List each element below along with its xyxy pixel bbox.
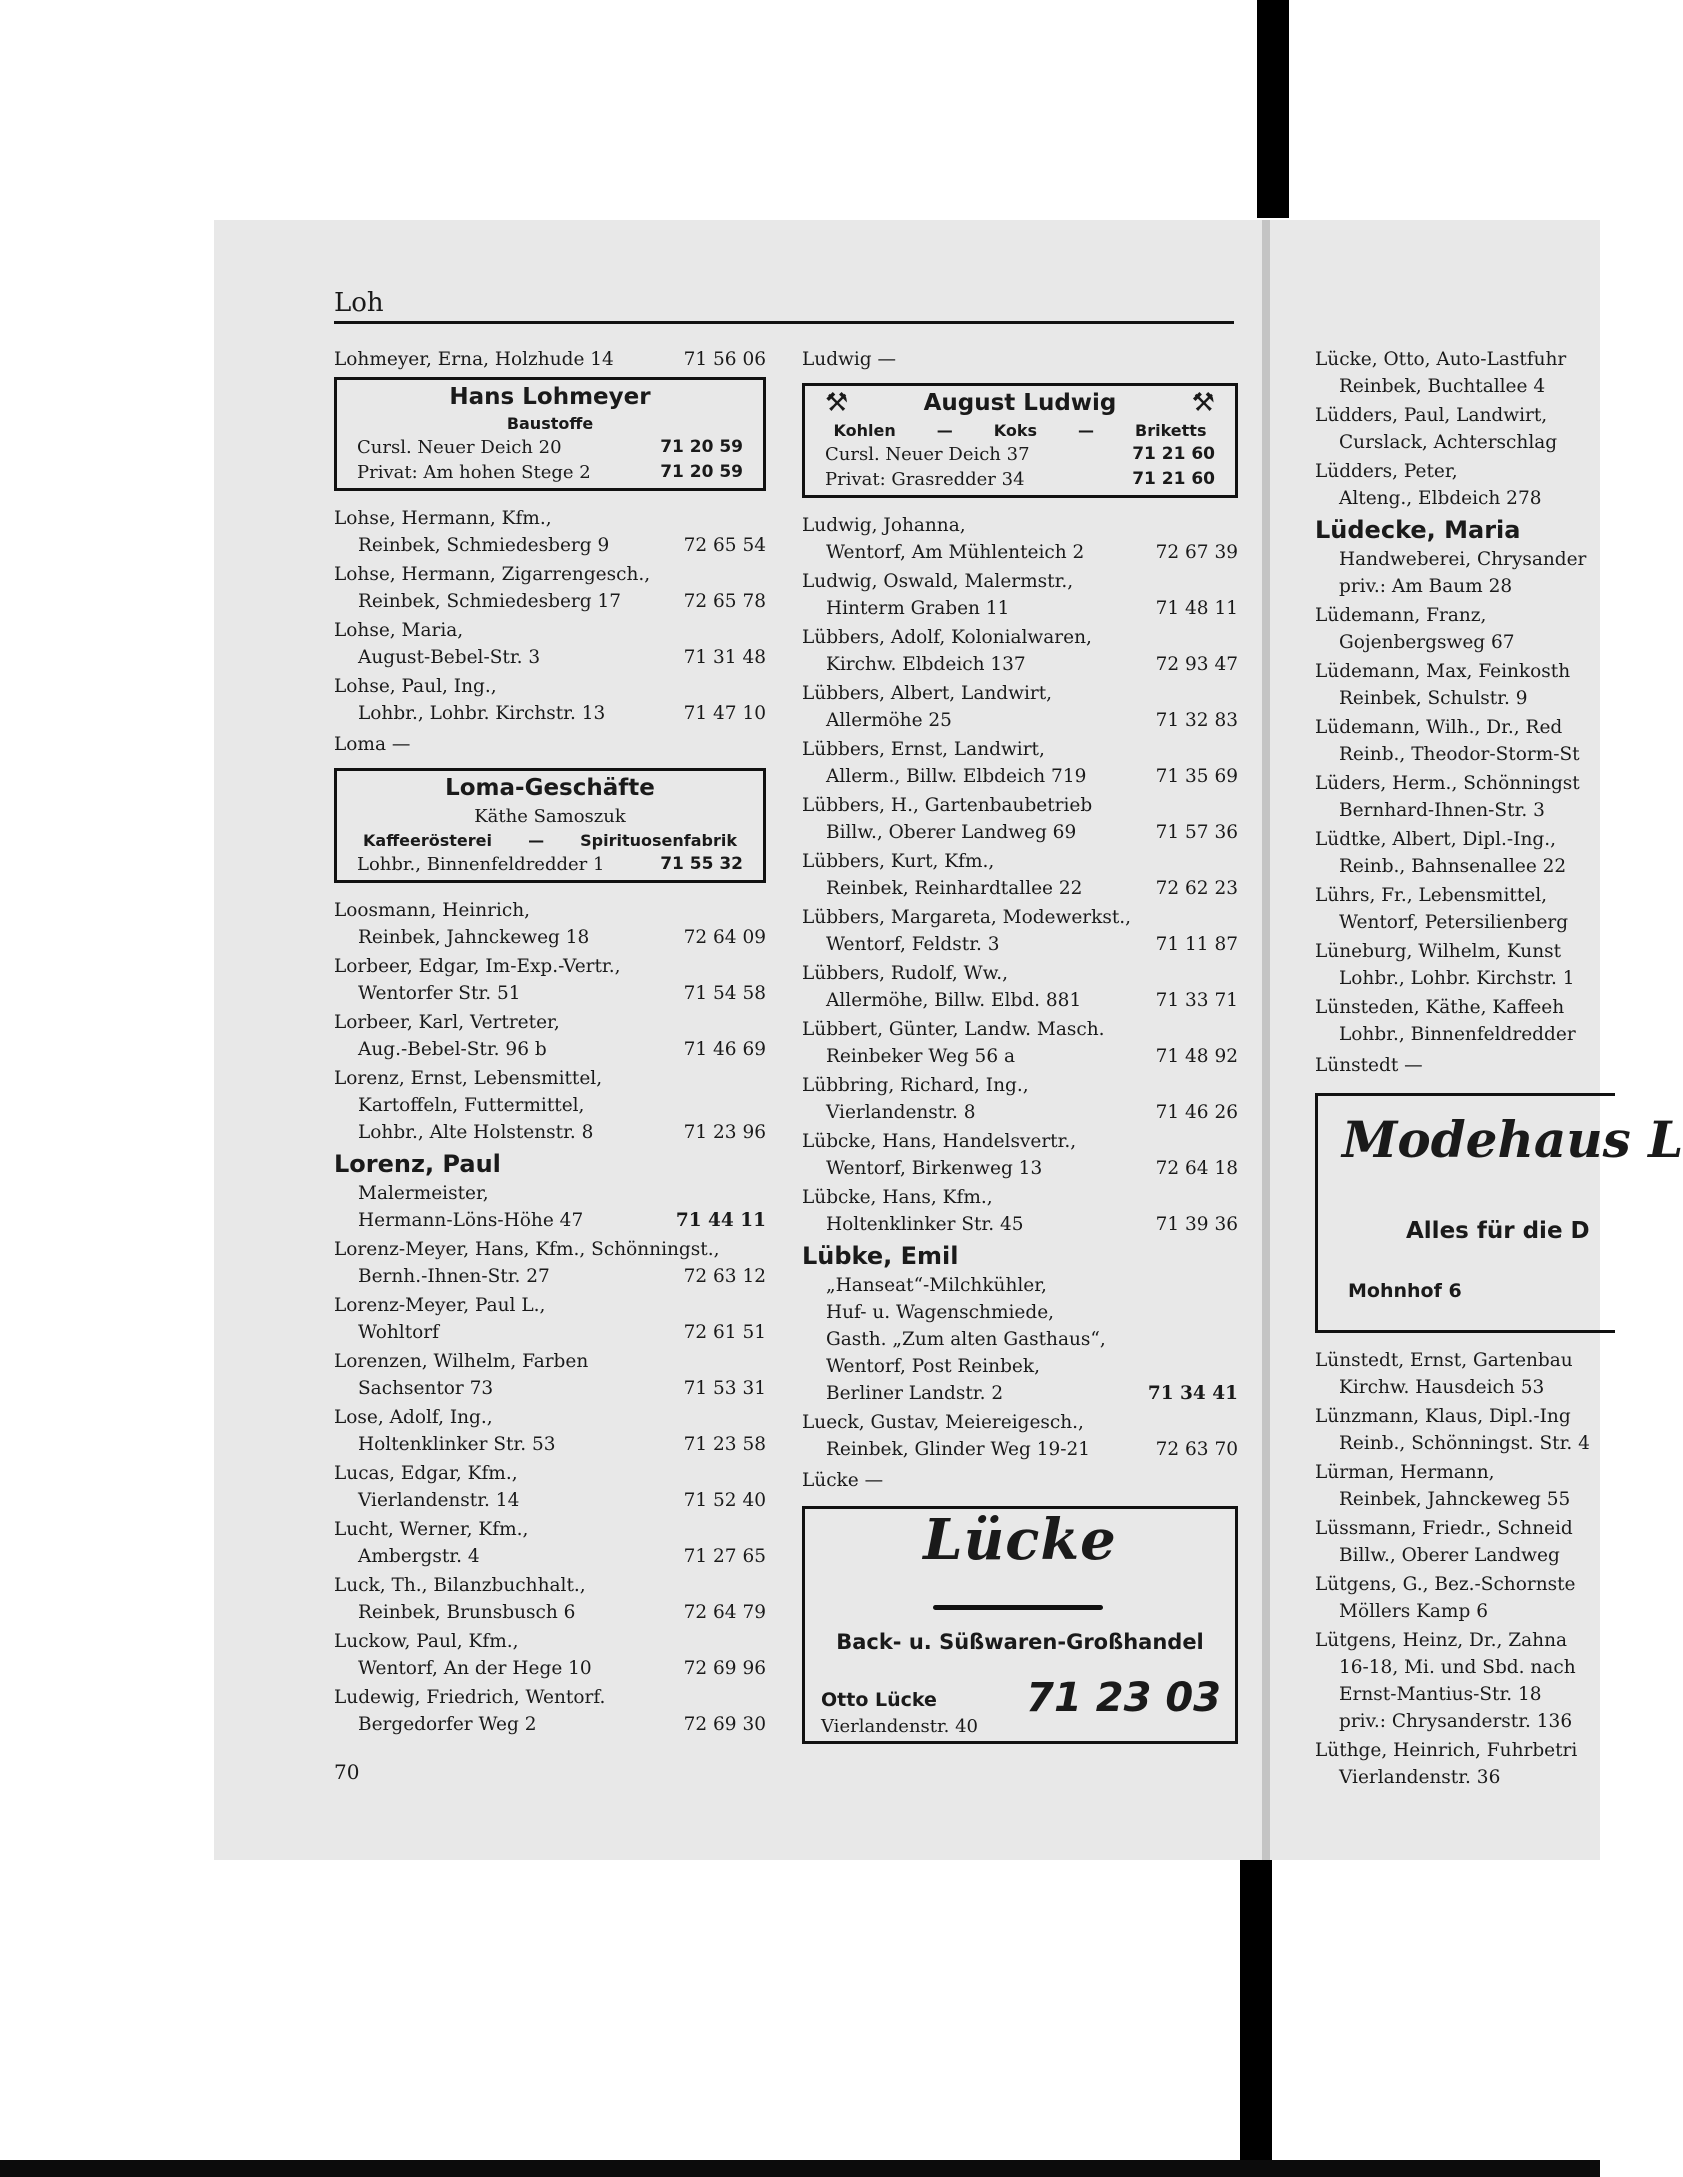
scan-bottom-edge <box>0 2160 1600 2177</box>
directory-entry: Lohmeyer, Erna, Holzhude 14 71 56 06 <box>334 346 766 373</box>
cross-reference: Lücke — <box>802 1470 884 1491</box>
directory-entry: Lueck, Gustav, Meiereigesch., Reinbek, Glinder Weg 19-21 72 63 70 <box>802 1409 1238 1463</box>
page-header: Loh <box>334 288 384 318</box>
directory-entry: Lübbring, Richard, Ing., Vierlandenstr. 8 71 46 26 <box>802 1072 1238 1126</box>
directory-entry: Lohse, Hermann, Kfm., Reinbek, Schmiedesberg 9 72 65 54 <box>334 505 766 559</box>
ad-box-luecke <box>802 1506 1238 1744</box>
ad-business-lines: Kaffeerösterei — Spirituosenfabrik <box>363 831 737 850</box>
ad-address: Mohnhof 6 <box>1348 1280 1462 1302</box>
cross-reference: Loma — <box>334 734 411 755</box>
phone-number: 72 93 47 <box>1150 651 1238 678</box>
directory-entry: Ludwig, Johanna, Wentorf, Am Mühlenteich 2 72 67 39 <box>802 512 1238 566</box>
directory-entry: Lorenz, Ernst, Lebensmittel, Kartoffeln, Futtermittel, Lohbr., Alte Holstenstr. 8 71 23 96 <box>334 1065 766 1146</box>
directory-entry: Lübbers, Rudolf, Ww., Allermöhe, Billw. Elbd. 881 71 33 71 <box>802 960 1238 1014</box>
directory-entry: Lohse, Paul, Ing., Lohbr., Lohbr. Kirchstr. 13 71 47 10 <box>334 673 766 727</box>
directory-entry: Lübcke, Hans, Handelsvertr., Wentorf, Birkenweg 13 72 64 18 <box>802 1128 1238 1182</box>
directory-entry: Lübbers, Kurt, Kfm., Reinbek, Reinhardtallee 22 72 62 23 <box>802 848 1238 902</box>
phone-number: 72 63 12 <box>678 1263 766 1290</box>
directory-entry: Lüneburg, Wilhelm, Kunst Lohbr., Lohbr. Kirchstr. 1 <box>1315 941 1575 989</box>
logo-underline <box>933 1605 1103 1610</box>
ad-owner: Otto Lücke <box>821 1689 937 1711</box>
ad-slogan: Alles für die D <box>1406 1218 1590 1244</box>
directory-entry: Lucas, Edgar, Kfm., Vierlandenstr. 14 71 52 40 <box>334 1460 766 1514</box>
directory-entry: Lorenz-Meyer, Paul L., Wohltorf 72 61 51 <box>334 1292 766 1346</box>
column-left <box>334 346 766 1740</box>
phone-number: 71 57 36 <box>1150 819 1238 846</box>
phone-number: 72 69 96 <box>678 1655 766 1682</box>
phone-number: 72 67 39 <box>1150 539 1238 566</box>
phone-number: 72 65 54 <box>678 532 766 559</box>
directory-entry: Lübbers, H., Gartenbaubetrieb Billw., Oberer Landweg 69 71 57 36 <box>802 792 1238 846</box>
phone-number: 71 34 41 <box>1142 1380 1238 1407</box>
phone-number: 71 23 58 <box>678 1431 766 1458</box>
ad-phone: 71 23 03 <box>1026 1675 1221 1721</box>
phone-number: 72 63 70 <box>1150 1436 1238 1463</box>
phone-number: 72 64 79 <box>678 1599 766 1626</box>
directory-entry: Lübbers, Margareta, Modewerkst., Wentorf, Feldstr. 3 71 11 87 <box>802 904 1238 958</box>
phone-number: 71 11 87 <box>1150 931 1238 958</box>
phone-number: 71 31 48 <box>678 644 766 671</box>
directory-entry: Lübcke, Hans, Kfm., Holtenklinker Str. 45 71 39 36 <box>802 1184 1238 1238</box>
phone-number: 72 69 30 <box>678 1711 766 1738</box>
hammer-pick-icon: ⚒ <box>825 388 849 418</box>
phone-number: 71 44 11 <box>670 1207 766 1234</box>
phone-number: 71 46 26 <box>1150 1099 1238 1126</box>
directory-entry: Lorenz-Meyer, Hans, Kfm., Schönningst., Bernh.-Ihnen-Str. 27 72 63 12 <box>334 1236 766 1290</box>
ad-box-modehaus <box>1315 1093 1683 1333</box>
phone-number: 72 64 18 <box>1150 1155 1238 1182</box>
directory-entry: Lürman, Hermann, Reinbek, Jahnckeweg 55 <box>1315 1462 1571 1510</box>
phone-number: 71 47 10 <box>678 700 766 727</box>
directory-entry: Lüdemann, Max, Feinkosth Reinbek, Schulstr. 9 <box>1315 661 1571 709</box>
directory-entry: Lüdemann, Franz, Gojenbergsweg 67 <box>1315 605 1515 653</box>
phone-number: 71 23 96 <box>678 1119 766 1146</box>
binding-shadow-top <box>1257 0 1289 218</box>
ad-title: Loma-Geschäfte <box>445 775 655 801</box>
directory-entry: Lünzmann, Klaus, Dipl.-Ing Reinb., Schönningst. Str. 4 <box>1315 1406 1590 1454</box>
directory-entry: Lohse, Maria, August-Bebel-Str. 3 71 31 48 <box>334 617 766 671</box>
phone-number: 71 33 71 <box>1150 987 1238 1014</box>
phone-number: 71 27 65 <box>678 1543 766 1570</box>
phone-number: 71 39 36 <box>1150 1211 1238 1238</box>
ad-subtitle: Baustoffe <box>506 414 594 433</box>
phone-number: 72 65 78 <box>678 588 766 615</box>
ad-row: Privat: Grasredder 34 71 21 60 <box>825 469 1215 490</box>
directory-entry: Lorbeer, Edgar, Im-Exp.-Vertr., Wentorfer Str. 51 71 54 58 <box>334 953 766 1007</box>
column-middle <box>802 346 1238 1744</box>
directory-entry: Lütgens, G., Bez.-Schornste Möllers Kamp 6 <box>1315 1574 1576 1622</box>
directory-entry: Lübbers, Ernst, Landwirt, Allerm., Billw. Elbdeich 719 71 35 69 <box>802 736 1238 790</box>
directory-entry: Lübbert, Günter, Landw. Masch. Reinbeker Weg 56 a 71 48 92 <box>802 1016 1238 1070</box>
phone-number: 71 54 58 <box>678 980 766 1007</box>
ad-title: Hans Lohmeyer <box>449 384 651 410</box>
phone-number: 71 32 83 <box>1150 707 1238 734</box>
phone-number: 72 61 51 <box>678 1319 766 1346</box>
directory-entry: Luck, Th., Bilanzbuchhalt., Reinbek, Brunsbusch 6 72 64 79 <box>334 1572 766 1626</box>
directory-entry: Lorenzen, Wilhelm, Farben Sachsentor 73 71 53 31 <box>334 1348 766 1402</box>
column-right <box>1315 346 1683 1793</box>
ad-row: Cursl. Neuer Deich 37 71 21 60 <box>825 444 1215 465</box>
phone-number: 71 52 40 <box>678 1487 766 1514</box>
directory-entry: Lütgens, Heinz, Dr., Zahna 16-18, Mi. und Sbd. nach Ernst-Mantius-Str. 18 priv.: Chrysanderstr. 136 <box>1315 1630 1576 1732</box>
ad-box-lohmeyer <box>334 377 766 491</box>
directory-entry: Lohse, Hermann, Zigarrengesch., Reinbek, Schmiedesberg 17 72 65 78 <box>334 561 766 615</box>
ad-row: Lohbr., Binnenfeldredder 1 71 55 32 <box>357 854 743 875</box>
directory-entry: Lüders, Herm., Schönningst Bernhard-Ihnen-Str. 3 <box>1315 773 1580 821</box>
header-rule <box>334 321 1234 324</box>
directory-entry-featured: Lorenz, Paul Malermeister, Hermann-Löns-Höhe 47 71 44 11 <box>334 1148 766 1234</box>
phone-number: 71 35 69 <box>1150 763 1238 790</box>
phone-number: 71 46 69 <box>678 1036 766 1063</box>
modehaus-logo: Modehaus L <box>1342 1110 1683 1169</box>
directory-entry: Lücke, Otto, Auto-Lastfuhr Reinbek, Buchtallee 4 <box>1315 349 1567 397</box>
directory-entry: Lüdders, Paul, Landwirt, Curslack, Achterschlag <box>1315 405 1558 453</box>
directory-entry: Lüssmann, Friedr., Schneid Billw., Oberer Landweg <box>1315 1518 1573 1566</box>
ad-row: Privat: Am hohen Stege 2 71 20 59 <box>357 462 743 483</box>
directory-entry: Lübbers, Albert, Landwirt, Allermöhe 25 71 32 83 <box>802 680 1238 734</box>
page-number: 70 <box>334 1760 360 1784</box>
directory-entry: Lünstedt, Ernst, Gartenbau Kirchw. Hausdeich 53 <box>1315 1350 1573 1398</box>
ad-title: August Ludwig <box>923 390 1117 416</box>
directory-entry: Loosmann, Heinrich, Reinbek, Jahnckeweg 18 72 64 09 <box>334 897 766 951</box>
ad-address: Vierlandenstr. 40 <box>821 1716 978 1737</box>
directory-entry: Lührs, Fr., Lebensmittel, Wentorf, Petersilienberg <box>1315 885 1569 933</box>
phone-number: 71 48 11 <box>1150 595 1238 622</box>
phone-number: 71 56 06 <box>678 346 766 373</box>
phone-number: 72 62 23 <box>1150 875 1238 902</box>
directory-entry: Lübbers, Adolf, Kolonialwaren, Kirchw. Elbdeich 137 72 93 47 <box>802 624 1238 678</box>
phone-number: 71 48 92 <box>1150 1043 1238 1070</box>
directory-entry: Luckow, Paul, Kfm., Wentorf, An der Hege 10 72 69 96 <box>334 1628 766 1682</box>
directory-entry: Ludewig, Friedrich, Wentorf. Bergedorfer Weg 2 72 69 30 <box>334 1684 766 1738</box>
phone-number: 71 53 31 <box>678 1375 766 1402</box>
phone-number: 72 64 09 <box>678 924 766 951</box>
directory-entry: Lose, Adolf, Ing., Holtenklinker Str. 53 71 23 58 <box>334 1404 766 1458</box>
ad-tagline: Back- u. Süßwaren-Großhandel <box>836 1630 1204 1654</box>
ad-row: Cursl. Neuer Deich 20 71 20 59 <box>357 437 743 458</box>
directory-entry: Lüdders, Peter, Alteng., Elbdeich 278 <box>1315 461 1542 509</box>
directory-entry-featured: Lüdecke, Maria Handweberei, Chrysander priv.: Am Baum 28 <box>1315 516 1587 597</box>
directory-entry: Lucht, Werner, Kfm., Ambergstr. 4 71 27 65 <box>334 1516 766 1570</box>
cross-reference: Lünstedt — <box>1315 1055 1423 1076</box>
binding-shadow-bottom <box>1240 1860 1272 2177</box>
directory-entry: Lüthge, Heinrich, Fuhrbetri Vierlandenstr. 36 <box>1315 1740 1578 1788</box>
ad-owner: Käthe Samoszuk <box>474 806 626 827</box>
ad-box-ludwig <box>802 383 1238 498</box>
cross-reference: Ludwig — <box>802 349 897 370</box>
ad-box-loma <box>334 768 766 883</box>
ad-goods: Kohlen — Koks — Briketts <box>833 421 1207 440</box>
luecke-logo: Lücke <box>923 1507 1117 1573</box>
hammer-pick-icon: ⚒ <box>1191 388 1215 418</box>
directory-entry: Lüdemann, Wilh., Dr., Red Reinb., Theodor-Storm-St <box>1315 717 1580 765</box>
directory-entry: Lorbeer, Karl, Vertreter, Aug.-Bebel-Str. 96 b 71 46 69 <box>334 1009 766 1063</box>
directory-entry: Lüdtke, Albert, Dipl.-Ing., Reinb., Bahnsenallee 22 <box>1315 829 1567 877</box>
directory-entry: Ludwig, Oswald, Malermstr., Hinterm Graben 11 71 48 11 <box>802 568 1238 622</box>
directory-entry-featured: Lübke, Emil „Hanseat“-Milchkühler, Huf- u. Wagenschmiede, Gasth. „Zum alten Gasthaus“, Wentorf, Post Reinbek, Berliner Landstr. 2 71 34 41 <box>802 1240 1238 1407</box>
directory-entry: Lünsteden, Käthe, Kaffeeh Lohbr., Binnenfeldredder <box>1315 997 1576 1045</box>
